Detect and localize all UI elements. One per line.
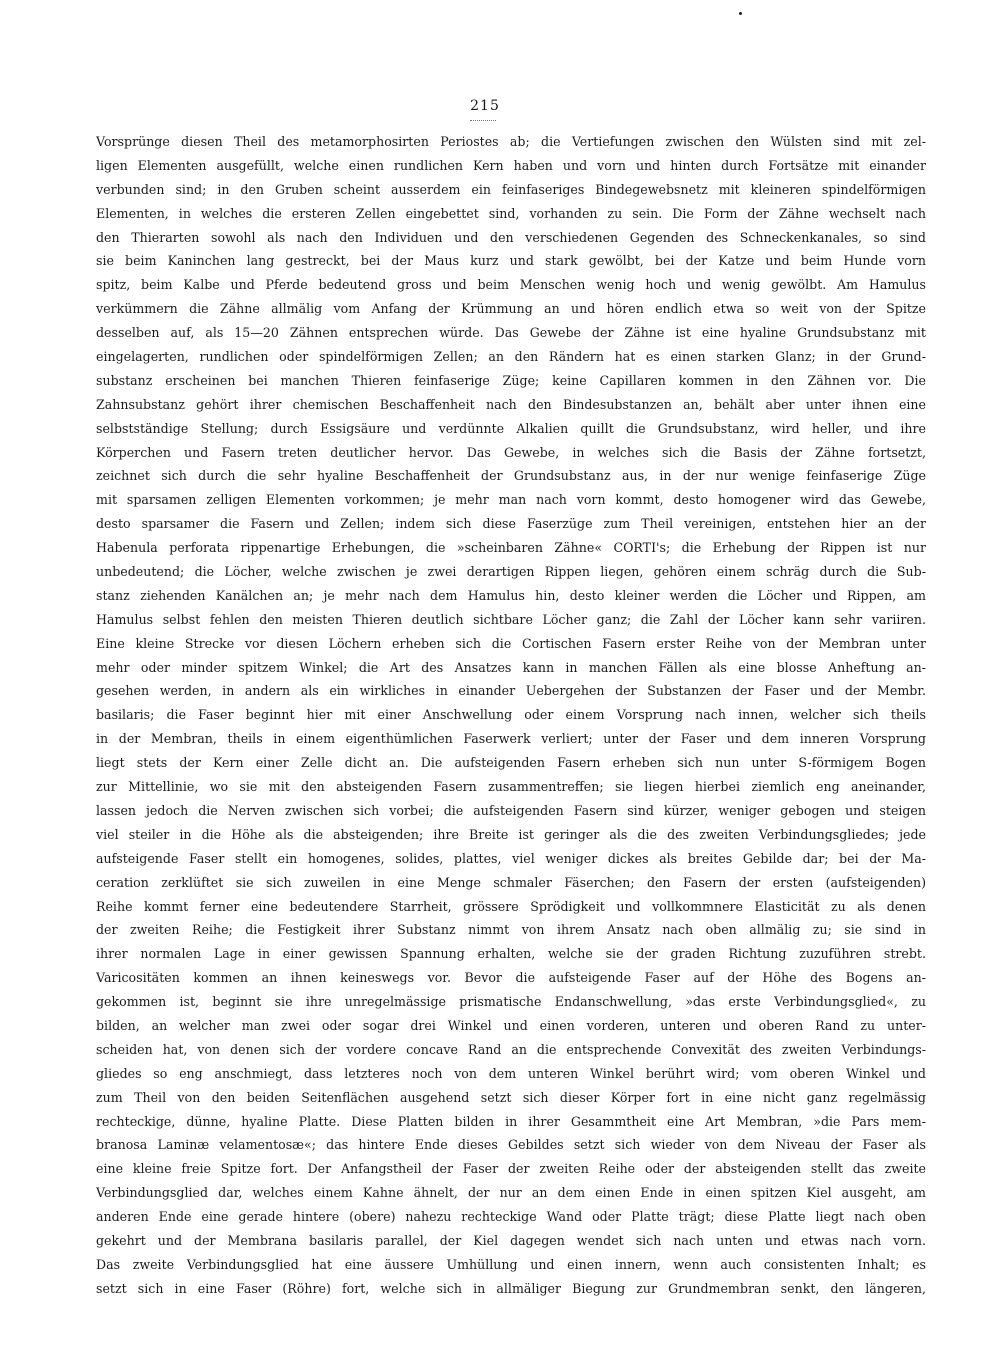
text-line: zur Mittellinie, wo sie mit den absteigenden Fasern zusammentreffen; sie liegen hierbei ziemlich eng aneinander, <box>96 779 926 795</box>
scan-speck <box>739 12 742 15</box>
text-line: mit sparsamen zelligen Elementen vorkommen; je mehr man nach vorn kommt, desto homogener wird das Gewebe, <box>96 492 926 508</box>
text-line: unbedeutend; die Löcher, welche zwischen je zwei derartigen Rippen liegen, gehören einem schräg durch die Sub- <box>96 564 926 580</box>
text-line: selbstständige Stellung; durch Essigsäure und verdünnte Alkalien quillt die Grundsubstanz, wird heller, und ihre <box>96 420 926 436</box>
text-line: bilden, an welcher man zwei oder sogar drei Winkel und einen vorderen, unteren und oberen Rand zu unter- <box>96 1017 926 1033</box>
text-line: verbunden sind; in den Gruben scheint ausserdem ein feinfaseriges Bindegewebsnetz mit kleineren spindelförmigen <box>96 181 926 197</box>
text-line: Das zweite Verbindungsglied hat eine äussere Umhüllung und einen innern, wenn auch consistenten Inhalt; es <box>96 1256 926 1272</box>
text-line: anderen Ende eine gerade hintere (obere) nahezu rechteckige Wand oder Platte trägt; diese Platte liegt nach oben <box>96 1209 926 1225</box>
text-line: lassen jedoch die Nerven zwischen sich vorbei; die aufsteigenden Fasern sind kürzer, weniger gebogen und steigen <box>96 802 926 818</box>
body-text <box>96 130 926 1301</box>
text-line: desselben auf, als 15—20 Zähnen entsprechen würde. Das Gewebe der Zähne ist eine hyaline Grundsubstanz mit <box>96 325 926 341</box>
text-line: den Thierarten sowohl als nach den Individuen und den verschiedenen Gegenden des Schneckenkanales, so sind <box>96 229 926 245</box>
text-line: scheiden hat, von denen sich der vordere concave Rand an die entsprechende Convexität des zweiten Verbindungs- <box>96 1041 926 1057</box>
text-line: ligen Elementen ausgefüllt, welche einen rundlichen Kern haben und vorn und hinten durch Fortsätze mit einander <box>96 157 926 173</box>
text-line: Eine kleine Strecke vor diesen Löchern erheben sich die Cortischen Fasern erster Reihe von der Membran unter <box>96 635 926 651</box>
text-line: liegt stets der Kern einer Zelle dicht an. Die aufsteigenden Fasern erheben sich nun unter S-förmigem Bogen <box>96 755 926 771</box>
text-line: branosa Laminæ velamentosæ«; das hintere Ende dieses Gebildes setzt sich wieder von dem Niveau der Faser als <box>96 1137 926 1153</box>
text-line: basilaris; die Faser beginnt hier mit einer Anschwellung oder einem Vorsprung nach innen, welcher sich theils <box>96 707 926 723</box>
text-line: gekommen ist, beginnt sie ihre unregelmässige prismatische Endanschwellung, »das erste Verbindungsglied«, zu <box>96 994 926 1010</box>
text-line: ihrer normalen Lage in einer gewissen Spannung erhalten, welche sie der graden Richtung zuzuführen strebt. <box>96 946 926 962</box>
text-line: setzt sich in eine Faser (Röhre) fort, welche sich in allmäliger Biegung zur Grundmembran senkt, den längeren, <box>96 1280 926 1296</box>
text-line: Hamulus selbst fehlen den meisten Thieren deutlich sichtbare Löcher ganz; die Zahl der Löcher kann sehr variiren. <box>96 611 926 627</box>
text-line: Reihe kommt ferner eine bedeutendere Starrheit, grössere Sprödigkeit und vollkommnere Elasticität zu als denen <box>96 898 926 914</box>
text-line: substanz erscheinen bei manchen Thieren feinfaserige Züge; keine Capillaren kommen in den Zähnen vor. Die <box>96 372 926 388</box>
text-line: gekehrt und der Membrana basilaris parallel, der Kiel dagegen wendet sich nach unten und etwas nach vorn. <box>96 1232 926 1248</box>
page-number-rule <box>470 120 496 121</box>
page-number: 215 <box>470 98 500 114</box>
text-line: verkümmern die Zähne allmälig vom Anfang der Krümmung an und hören endlich etwa so weit von der Spitze <box>96 301 926 317</box>
text-line: rechteckige, dünne, hyaline Platte. Diese Platten bilden in ihrer Gesammtheit eine Art Membran, »die Pars mem- <box>96 1113 926 1129</box>
text-line: eingelagerten, rundlichen oder spindelförmigen Zellen; an den Rändern hat es einen starken Glanz; in der Grund- <box>96 349 926 365</box>
text-line: viel steiler in die Höhe als die absteigenden; ihre Breite ist geringer als die des zweiten Verbindungsgliedes; jede <box>96 826 926 842</box>
text-line: eine kleine freie Spitze fort. Der Anfangstheil der Faser der zweiten Reihe oder der absteigenden stellt das zweite <box>96 1161 926 1177</box>
text-line: zum Theil von den beiden Seitenflächen ausgehend setzt sich dieser Körper fort in eine nicht ganz regelmässig <box>96 1089 926 1105</box>
text-line: desto sparsamer die Fasern und Zellen; indem sich diese Faserzüge zum Theil vereinigen, entstehen hier an der <box>96 516 926 532</box>
text-line: Elementen, in welches die ersteren Zellen eingebettet sind, vorhanden zu sein. Die Form der Zähne wechselt nach <box>96 205 926 221</box>
text-line: spitz, beim Kalbe und Pferde bedeutend gross und beim Menschen wenig hoch und wenig gewölbt. Am Hamulus <box>96 277 926 293</box>
text-line: gesehen werden, in andern als ein wirkliches in einander Uebergehen der Substanzen der Faser und der Membr. <box>96 683 926 699</box>
text-line: der zweiten Reihe; die Festigkeit ihrer Substanz nimmt von ihrem Ansatz nach oben allmälig zu; sie sind in <box>96 922 926 938</box>
text-line: Zahnsubstanz gehört ihrer chemischen Beschaffenheit nach den Bindesubstanzen an, behält aber unter ihnen eine <box>96 396 926 412</box>
text-line: stanz ziehenden Kanälchen an; je mehr nach dem Hamulus hin, desto kleiner werden die Löcher und Rippen, am <box>96 587 926 603</box>
text-line: ceration zerklüftet sie sich zuweilen in eine Menge schmaler Fäserchen; den Fasern der ersten (aufsteigenden) <box>96 874 926 890</box>
text-line: Varicositäten kommen an ihnen keineswegs vor. Bevor die aufsteigende Faser auf der Höhe des Bogens an- <box>96 970 926 986</box>
text-line: zeichnet sich durch die sehr hyaline Beschaffenheit der Grundsubstanz aus, in der nur wenige feinfaserige Züge <box>96 468 926 484</box>
text-line: Verbindungsglied dar, welches einem Kahne ähnelt, der nur an dem einen Ende in einen spitzen Kiel ausgeht, am <box>96 1185 926 1201</box>
text-line: Körperchen und Fasern treten deutlicher hervor. Das Gewebe, in welches sich die Basis der Zähne fortsetzt, <box>96 444 926 460</box>
text-line: mehr oder minder spitzem Winkel; die Art des Ansatzes kann in manchen Fällen als eine blosse Anheftung an- <box>96 659 926 675</box>
text-line: in der Membran, theils in einem eigenthümlichen Faserwerk verliert; unter der Faser und dem inneren Vorsprung <box>96 731 926 747</box>
text-line: gliedes so eng anschmiegt, dass letzteres noch von dem unteren Winkel berührt wird; vom oberen Winkel und <box>96 1065 926 1081</box>
text-line: aufsteigende Faser stellt ein homogenes, solides, plattes, viel weniger dickes als breites Gebilde dar; bei der Ma- <box>96 850 926 866</box>
text-line: sie beim Kaninchen lang gestreckt, bei der Maus kurz und stark gewölbt, bei der Katze und beim Hunde vorn <box>96 253 926 269</box>
text-line: Vorsprünge diesen Theil des metamorphosirten Periostes ab; die Vertiefungen zwischen den Wülsten sind mit zel- <box>96 134 926 149</box>
text-line: Habenula perforata rippenartige Erhebungen, die »scheinbaren Zähne« CORTI's; die Erhebung der Rippen ist nur <box>96 540 926 556</box>
